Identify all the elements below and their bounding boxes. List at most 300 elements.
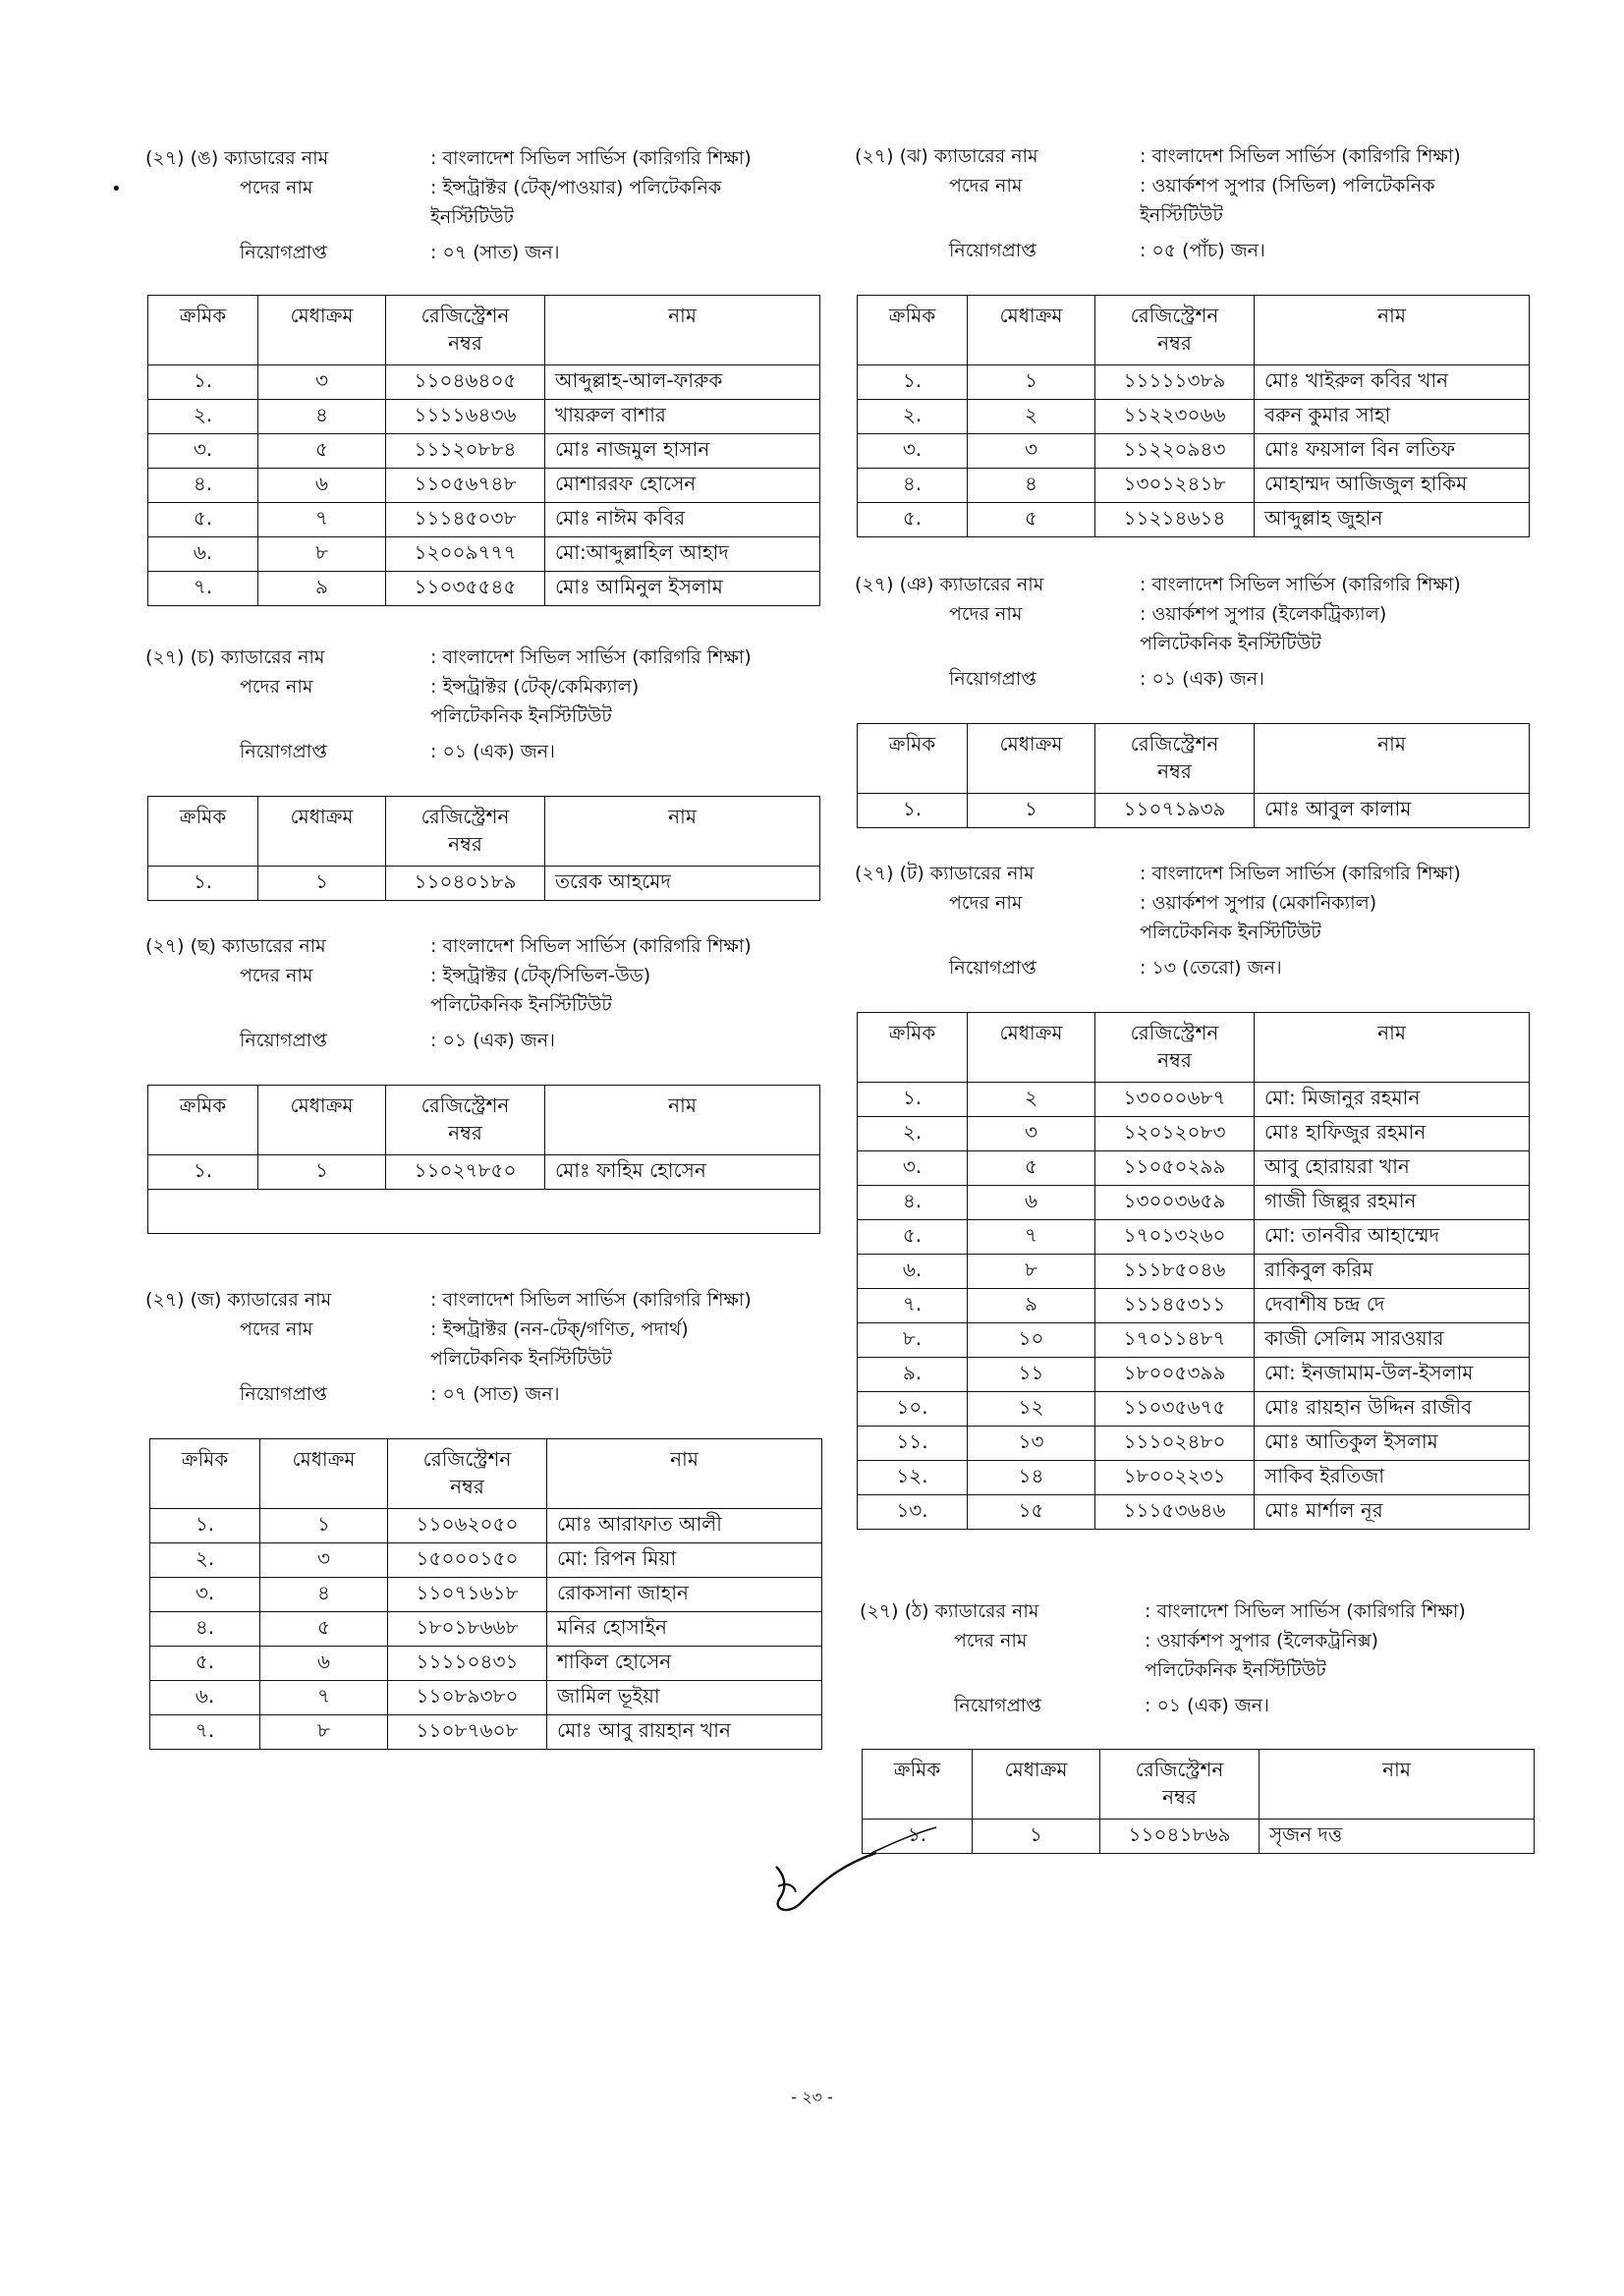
serial-cell: ১.: [858, 1083, 968, 1117]
results-table: [149, 1438, 822, 1750]
appointed-label: নিয়োগপ্রাপ্ত: [949, 957, 1036, 979]
serial-cell: ৩.: [858, 434, 968, 469]
serial-cell: ৩.: [148, 434, 258, 469]
serial-cell: ২.: [148, 400, 258, 434]
merit-cell: ১৪: [968, 1461, 1095, 1495]
serial-header: ক্রমিক: [863, 1750, 973, 1820]
table-row: [858, 400, 1530, 434]
table-row: [858, 1255, 1530, 1289]
post-label: পদের নাম: [954, 1630, 1028, 1652]
table-row: [148, 572, 820, 606]
serial-cell: ৪.: [148, 469, 258, 503]
serial-header: ক্রমিক: [148, 797, 258, 867]
table-row: [148, 365, 820, 400]
table-row: [858, 1495, 1530, 1530]
serial-cell: ২.: [150, 1543, 260, 1578]
registration-cell: ১১১৫৩৬৪৬: [1095, 1495, 1255, 1530]
serial-cell: ২.: [858, 1117, 968, 1151]
merit-cell: ১৩: [968, 1427, 1095, 1461]
merit-cell: ১: [973, 1820, 1100, 1854]
cadre-value: : বাংলাদেশ সিভিল সার্ভিস (কারিগরি শিক্ষা): [430, 1289, 752, 1311]
serial-header: ক্রমিক: [858, 1013, 968, 1083]
merit-cell: ৫: [258, 434, 386, 469]
post-value: : ওয়ার্কশপ সুপার (ইলেকট্রনিক্স): [1145, 1630, 1379, 1652]
table-row: [858, 434, 1530, 469]
appointed-label: নিয়োগপ্রাপ্ত: [949, 668, 1036, 690]
registration-cell: ১১২২০৯৪৩: [1095, 434, 1255, 469]
post-label: পদের নাম: [240, 177, 313, 198]
name-cell: মো: তানবীর আহাম্মেদ: [1255, 1220, 1530, 1255]
name-cell: জামিল ভূইয়া: [547, 1681, 822, 1715]
merit-cell: ৫: [968, 503, 1095, 537]
serial-header: ক্রমিক: [858, 296, 968, 365]
serial-cell: ৫.: [150, 1647, 260, 1681]
registration-cell: ১১০৩৫৫৪৫: [386, 572, 545, 606]
table-header-row: [148, 1086, 820, 1155]
merit-header: মেধাক্রম: [258, 797, 386, 867]
appointed-value: : ০৫ (পাঁচ) জন।: [1140, 240, 1265, 261]
post-continued-value: পলিটেকনিক ইনস্টিটিউট: [430, 705, 612, 727]
registration-cell: ১২০০৯৭৭৭: [386, 537, 545, 572]
table-header-row: [148, 797, 820, 867]
post-continued-value: পলিটেকনিক ইনস্টিটিউট: [1145, 1659, 1326, 1681]
merit-cell: ৭: [260, 1681, 388, 1715]
name-cell: মো: মিজানুর রহমান: [1255, 1083, 1530, 1117]
name-cell: মনির হোসাইন: [547, 1612, 822, 1647]
name-cell: শাকিল হোসেন: [547, 1647, 822, 1681]
registration-header: রেজিস্ট্রেশন নম্বর: [388, 1439, 547, 1509]
results-table: [147, 1085, 820, 1234]
results-table: [857, 295, 1530, 537]
serial-cell: ৭.: [148, 572, 258, 606]
name-cell: আবু হোরায়রা খান: [1255, 1151, 1530, 1186]
table-header-row: [858, 1013, 1530, 1083]
serial-cell: ১০.: [858, 1392, 968, 1427]
serial-cell: ৬.: [858, 1255, 968, 1289]
name-header: নাম: [1255, 1013, 1530, 1083]
registration-cell: ১১০৭১৯৩৯: [1095, 794, 1255, 828]
serial-cell: ৬.: [148, 537, 258, 572]
post-label: পদের নাম: [949, 892, 1023, 914]
name-cell: আব্দুল্লাহ-আল-ফারুক: [545, 365, 820, 400]
table-row: [150, 1509, 822, 1543]
registration-header: রেজিস্ট্রেশন নম্বর: [1095, 296, 1255, 365]
serial-cell: ১.: [148, 365, 258, 400]
results-table: [857, 723, 1530, 828]
cadre-value: : বাংলাদেশ সিভিল সার্ভিস (কারিগরি শিক্ষা): [1140, 145, 1461, 167]
registration-cell: ১১০৫০২৯৯: [1095, 1151, 1255, 1186]
post-continued-value: ইনস্টিটিউট: [1140, 204, 1223, 226]
table-row: [858, 1323, 1530, 1358]
appointed-value: : ১৩ (তেরো) জন।: [1140, 957, 1282, 979]
merit-cell: ৭: [968, 1220, 1095, 1255]
serial-cell: ৬.: [150, 1681, 260, 1715]
appointed-value: : ০১ (এক) জন।: [1140, 668, 1264, 690]
table-row: [858, 1151, 1530, 1186]
post-continued-value: পলিটেকনিক ইনস্টিটিউট: [1140, 633, 1321, 654]
registration-cell: ১১০৩৫৬৭৫: [1095, 1392, 1255, 1427]
post-label: পদের নাম: [240, 1318, 313, 1340]
registration-cell: ১৮০০২২৩১: [1095, 1461, 1255, 1495]
name-cell: মোঃ আমিনুল ইসলাম: [545, 572, 820, 606]
name-cell: মোঃ মার্শাল নূর: [1255, 1495, 1530, 1530]
registration-cell: ১১০২৭৮৫০: [386, 1155, 545, 1190]
table-row: [150, 1681, 822, 1715]
registration-cell: ১৭০১৩২৬০: [1095, 1220, 1255, 1255]
registration-header: রেজিস্ট্রেশন নম্বর: [386, 797, 545, 867]
serial-cell: ৩.: [150, 1578, 260, 1612]
results-table: [862, 1749, 1535, 1854]
table-row: [150, 1578, 822, 1612]
table-row: [148, 537, 820, 572]
name-cell: সাকিব ইরতিজা: [1255, 1461, 1530, 1495]
table-row: [148, 469, 820, 503]
post-value: : ইন্সট্রাক্টর (টেক্/কেমিক্যাল): [430, 676, 640, 698]
post-value: : ইন্সট্রাক্টর (টেক্/পাওয়ার) পলিটেকনিক: [430, 177, 722, 198]
merit-cell: ১৫: [968, 1495, 1095, 1530]
section-header: [855, 141, 1542, 265]
serial-cell: ১২.: [858, 1461, 968, 1495]
name-cell: মো: রিপন মিয়া: [547, 1543, 822, 1578]
merit-cell: ২: [968, 400, 1095, 434]
appointed-value: : ০১ (এক) জন।: [430, 741, 555, 762]
serial-cell: ১১.: [858, 1427, 968, 1461]
appointed-label: নিয়োগপ্রাপ্ত: [240, 242, 327, 263]
merit-header: মেধাক্রম: [973, 1750, 1100, 1820]
table-row: [148, 867, 820, 901]
cadre-value: : বাংলাদেশ সিভিল সার্ভিস (কারিগরি শিক্ষা): [1140, 574, 1461, 595]
cadre-label: (২৭) (ঝ) ক্যাডারের নাম: [855, 145, 1038, 167]
registration-cell: ১১০৭১৬১৮: [388, 1578, 547, 1612]
name-cell: মো:আব্দুল্লাহিল আহাদ: [545, 537, 820, 572]
serial-cell: ৪.: [858, 1186, 968, 1220]
cadre-value: : বাংলাদেশ সিভিল সার্ভিস (কারিগরি শিক্ষা): [430, 646, 752, 668]
merit-cell: ২: [968, 1083, 1095, 1117]
serial-cell: ১.: [148, 1155, 258, 1190]
registration-cell: ১১১১০৪৩১: [388, 1647, 547, 1681]
registration-cell: ১১১১৬৪৩৬: [386, 400, 545, 434]
merit-header: মেধাক্রম: [258, 1086, 386, 1155]
table-row: [858, 1117, 1530, 1151]
registration-cell: ১১১৪৫৩১১: [1095, 1289, 1255, 1323]
serial-header: ক্রমিক: [148, 296, 258, 365]
name-cell: মোশাররফ হোসেন: [545, 469, 820, 503]
appointed-value: : ০১ (এক) জন।: [1145, 1695, 1269, 1716]
cadre-value: : বাংলাদেশ সিভিল সার্ভিস (কারিগরি শিক্ষা): [1140, 863, 1461, 884]
cadre-label: (২৭) (ঙ) ক্যাডারের নাম: [145, 147, 329, 169]
cadre-label: (২৭) (ঠ) ক্যাডারের নাম: [860, 1600, 1039, 1622]
signature-mark: [766, 1847, 884, 1955]
serial-cell: ১৩.: [858, 1495, 968, 1530]
serial-cell: ১.: [150, 1509, 260, 1543]
merit-cell: ১: [258, 1155, 386, 1190]
section-header: [855, 859, 1542, 982]
cadre-label: (২৭) (ট) ক্যাডারের নাম: [855, 863, 1035, 884]
appointed-label: নিয়োগপ্রাপ্ত: [949, 240, 1036, 261]
serial-cell: ২.: [858, 400, 968, 434]
table-header-row: [150, 1439, 822, 1509]
post-value: : ইন্সট্রাক্টর (নন-টেক্/গণিত, পদার্থ): [430, 1318, 689, 1340]
registration-cell: ১১১২০৮৮৪: [386, 434, 545, 469]
table-row: [858, 503, 1530, 537]
table-row: [858, 1220, 1530, 1255]
post-value: : ওয়ার্কশপ সুপার (সিভিল) পলিটেকনিক: [1140, 175, 1435, 196]
registration-cell: ১১০৬২০৫০: [388, 1509, 547, 1543]
serial-cell: ১.: [863, 1820, 973, 1854]
merit-cell: ১: [968, 794, 1095, 828]
name-cell: কাজী সেলিম সারওয়ার: [1255, 1323, 1530, 1358]
name-cell: সৃজন দত্ত: [1260, 1820, 1535, 1854]
registration-cell: ১১০৮৯৩৮০: [388, 1681, 547, 1715]
registration-cell: ১৩০১২৪১৮: [1095, 469, 1255, 503]
merit-cell: ৮: [260, 1715, 388, 1750]
registration-cell: ১১১১১৩৮৯: [1095, 365, 1255, 400]
table-row: [858, 1289, 1530, 1323]
post-value: : ইন্সট্রাক্টর (টেক্/সিভিল-উড): [430, 965, 651, 986]
table-row: [150, 1647, 822, 1681]
empty-cell: [258, 1190, 386, 1234]
registration-cell: ১৩০০৩৬৫৯: [1095, 1186, 1255, 1220]
cadre-value: : বাংলাদেশ সিভিল সার্ভিস (কারিগরি শিক্ষা): [1145, 1600, 1466, 1622]
table-header-row: [863, 1750, 1535, 1820]
registration-cell: ১১০৪১৮৬৯: [1100, 1820, 1260, 1854]
appointed-value: : ০৭ (সাত) জন।: [430, 242, 560, 263]
name-cell: মোঃ খাইরুল কবির খান: [1255, 365, 1530, 400]
merit-cell: ১: [258, 867, 386, 901]
serial-cell: ১.: [148, 867, 258, 901]
section-header: [860, 1596, 1547, 1720]
post-label: পদের নাম: [949, 175, 1023, 196]
table-row: [148, 400, 820, 434]
merit-cell: ৯: [258, 572, 386, 606]
cadre-label: (২৭) (চ) ক্যাডারের নাম: [145, 646, 325, 668]
name-cell: মো: ইনজামাম-উল-ইসলাম: [1255, 1358, 1530, 1392]
merit-cell: ৮: [258, 537, 386, 572]
empty-row: [148, 1190, 820, 1234]
serial-header: ক্রমিক: [858, 724, 968, 794]
section-header: [855, 570, 1542, 694]
name-header: নাম: [547, 1439, 822, 1509]
serial-cell: ৮.: [858, 1323, 968, 1358]
merit-cell: ১: [968, 365, 1095, 400]
table-row: [858, 365, 1530, 400]
serial-cell: ১.: [858, 365, 968, 400]
merit-cell: ৪: [968, 469, 1095, 503]
serial-cell: ৭.: [150, 1715, 260, 1750]
merit-header: মেধাক্রম: [260, 1439, 388, 1509]
name-cell: মোঃ আরাফাত আলী: [547, 1509, 822, 1543]
name-cell: মোঃ আবু রায়হান খান: [547, 1715, 822, 1750]
merit-cell: ৬: [260, 1647, 388, 1681]
name-header: নাম: [545, 797, 820, 867]
merit-cell: ৪: [258, 400, 386, 434]
merit-cell: ৮: [968, 1255, 1095, 1289]
registration-cell: ১১০৮৭৬০৮: [388, 1715, 547, 1750]
merit-cell: ১: [260, 1509, 388, 1543]
serial-header: ক্রমিক: [148, 1086, 258, 1155]
table-row: [858, 1186, 1530, 1220]
table-row: [148, 503, 820, 537]
registration-header: রেজিস্ট্রেশন নম্বর: [386, 296, 545, 365]
post-label: পদের নাম: [240, 965, 313, 986]
table-row: [863, 1820, 1535, 1854]
section-header: [145, 643, 833, 766]
name-cell: দেবাশীষ চন্দ্র দে: [1255, 1289, 1530, 1323]
table-row: [858, 1358, 1530, 1392]
cadre-value: : বাংলাদেশ সিভিল সার্ভিস (কারিগরি শিক্ষা): [430, 935, 752, 957]
serial-cell: ৪.: [150, 1612, 260, 1647]
name-header: নাম: [1260, 1750, 1535, 1820]
post-continued-value: পলিটেকনিক ইনস্টিটিউট: [1140, 922, 1321, 943]
merit-header: মেধাক্রম: [968, 724, 1095, 794]
merit-cell: ৬: [258, 469, 386, 503]
merit-cell: ৭: [258, 503, 386, 537]
table-header-row: [858, 296, 1530, 365]
post-value: : ওয়ার্কশপ সুপার (মেকানিক্যাল): [1140, 892, 1377, 914]
name-header: নাম: [1255, 296, 1530, 365]
registration-header: রেজিস্ট্রেশন নম্বর: [1100, 1750, 1260, 1820]
post-value: : ওয়ার্কশপ সুপার (ইলেকট্রিক্যাল): [1140, 603, 1387, 625]
registration-cell: ১৭০১১৪৮৭: [1095, 1323, 1255, 1358]
merit-cell: ৩: [258, 365, 386, 400]
merit-cell: ৫: [968, 1151, 1095, 1186]
table-row: [148, 1155, 820, 1190]
registration-cell: ১১০৫৬৭৪৮: [386, 469, 545, 503]
name-header: নাম: [545, 296, 820, 365]
table-row: [150, 1715, 822, 1750]
registration-cell: ১১১৮৫০৪৬: [1095, 1255, 1255, 1289]
appointed-label: নিয়োগপ্রাপ্ত: [954, 1695, 1041, 1716]
name-cell: মোহাম্মদ আজিজুল হাকিম: [1255, 469, 1530, 503]
serial-cell: ১.: [858, 794, 968, 828]
merit-cell: ৩: [260, 1543, 388, 1578]
merit-cell: ৪: [260, 1578, 388, 1612]
merit-cell: ৩: [968, 1117, 1095, 1151]
post-continued-value: পলিটেকনিক ইনস্টিটিউট: [430, 994, 612, 1016]
cadre-label: (২৭) (ঞ) ক্যাডারের নাম: [855, 574, 1044, 595]
serial-cell: ৯.: [858, 1358, 968, 1392]
name-cell: মোঃ হাফিজুর রহমান: [1255, 1117, 1530, 1151]
table-row: [858, 794, 1530, 828]
name-cell: মোঃ নাজমুল হাসান: [545, 434, 820, 469]
empty-cell: [148, 1190, 258, 1234]
section-header: [145, 1285, 833, 1409]
table-row: [150, 1543, 822, 1578]
name-cell: আব্দুল্লাহ জুহান: [1255, 503, 1530, 537]
serial-header: ক্রমিক: [150, 1439, 260, 1509]
cadre-value: : বাংলাদেশ সিভিল সার্ভিস (কারিগরি শিক্ষা): [430, 147, 752, 169]
serial-cell: ৩.: [858, 1151, 968, 1186]
registration-cell: ১১০৪০১৮৯: [386, 867, 545, 901]
cadre-label: (২৭) (জ) ক্যাডারের নাম: [145, 1289, 332, 1311]
table-row: [858, 1083, 1530, 1117]
cadre-label: (২৭) (ছ) ক্যাডারের নাম: [145, 935, 326, 957]
name-cell: মোঃ আবুল কালাম: [1255, 794, 1530, 828]
serial-cell: ৫.: [148, 503, 258, 537]
results-table: [147, 796, 820, 901]
appointed-value: : ০১ (এক) জন।: [430, 1030, 555, 1051]
name-cell: মোঃ আতিকুল ইসলাম: [1255, 1427, 1530, 1461]
name-header: নাম: [545, 1086, 820, 1155]
merit-cell: ৬: [968, 1186, 1095, 1220]
appointed-value: : ০৭ (সাত) জন।: [430, 1383, 560, 1405]
merit-cell: ১০: [968, 1323, 1095, 1358]
table-header-row: [148, 296, 820, 365]
empty-cell: [386, 1190, 545, 1234]
post-continued-value: পলিটেকনিক ইনস্টিটিউট: [430, 1348, 612, 1370]
table-row: [858, 1427, 1530, 1461]
registration-cell: ১১১০২৪৮০: [1095, 1427, 1255, 1461]
name-cell: রোকসানা জাহান: [547, 1578, 822, 1612]
merit-cell: ৩: [968, 434, 1095, 469]
post-label: পদের নাম: [949, 603, 1023, 625]
merit-header: মেধাক্রম: [968, 1013, 1095, 1083]
appointed-label: নিয়োগপ্রাপ্ত: [240, 1383, 327, 1405]
serial-cell: ৫.: [858, 503, 968, 537]
page-number: - ২৩ -: [791, 2088, 833, 2106]
table-row: [858, 1461, 1530, 1495]
name-cell: খায়রুল বাশার: [545, 400, 820, 434]
appointed-label: নিয়োগপ্রাপ্ত: [240, 1030, 327, 1051]
name-cell: মোঃ ফাহিম হোসেন: [545, 1155, 820, 1190]
name-cell: বরুন কুমার সাহা: [1255, 400, 1530, 434]
name-cell: মোঃ নাঈম কবির: [545, 503, 820, 537]
serial-cell: ৭.: [858, 1289, 968, 1323]
results-table: [857, 1012, 1530, 1530]
merit-cell: ১২: [968, 1392, 1095, 1427]
merit-cell: ১১: [968, 1358, 1095, 1392]
registration-cell: ১২০১২০৮৩: [1095, 1117, 1255, 1151]
registration-cell: ১১০৪৬৪০৫: [386, 365, 545, 400]
registration-cell: ১৮০১৮৬৬৮: [388, 1612, 547, 1647]
registration-cell: ১৩০০০৬৮৭: [1095, 1083, 1255, 1117]
table-row: [150, 1612, 822, 1647]
merit-header: মেধাক্রম: [968, 296, 1095, 365]
serial-cell: ৫.: [858, 1220, 968, 1255]
table-row: [148, 434, 820, 469]
merit-cell: ৫: [260, 1612, 388, 1647]
table-header-row: [858, 724, 1530, 794]
registration-cell: ১৮০০৫৩৯৯: [1095, 1358, 1255, 1392]
name-cell: মোঃ রায়হান উদ্দিন রাজীব: [1255, 1392, 1530, 1427]
name-cell: তরেক আহমেদ: [545, 867, 820, 901]
post-continued-value: ইনস্টিটিউট: [430, 206, 514, 228]
registration-cell: ১৫০০০১৫০: [388, 1543, 547, 1578]
serial-cell: ৪.: [858, 469, 968, 503]
name-cell: রাকিবুল করিম: [1255, 1255, 1530, 1289]
name-cell: মোঃ ফয়সাল বিন লতিফ: [1255, 434, 1530, 469]
registration-header: রেজিস্ট্রেশন নম্বর: [386, 1086, 545, 1155]
registration-header: রেজিস্ট্রেশন নম্বর: [1095, 724, 1255, 794]
registration-cell: ১১২২৩০৬৬: [1095, 400, 1255, 434]
registration-cell: ১১২১৪৬১৪: [1095, 503, 1255, 537]
section-header: [145, 931, 833, 1055]
merit-cell: ৯: [968, 1289, 1095, 1323]
merit-header: মেধাক্রম: [258, 296, 386, 365]
table-row: [858, 469, 1530, 503]
margin-mark: •: [111, 179, 122, 199]
name-header: নাম: [1255, 724, 1530, 794]
registration-header: রেজিস্ট্রেশন নম্বর: [1095, 1013, 1255, 1083]
results-table: [147, 295, 820, 606]
appointed-label: নিয়োগপ্রাপ্ত: [240, 741, 327, 762]
name-cell: গাজী জিল্লুর রহমান: [1255, 1186, 1530, 1220]
registration-cell: ১১১৪৫০৩৮: [386, 503, 545, 537]
post-label: পদের নাম: [240, 676, 313, 698]
section-header: [145, 143, 833, 267]
empty-cell: [545, 1190, 820, 1234]
table-row: [858, 1392, 1530, 1427]
